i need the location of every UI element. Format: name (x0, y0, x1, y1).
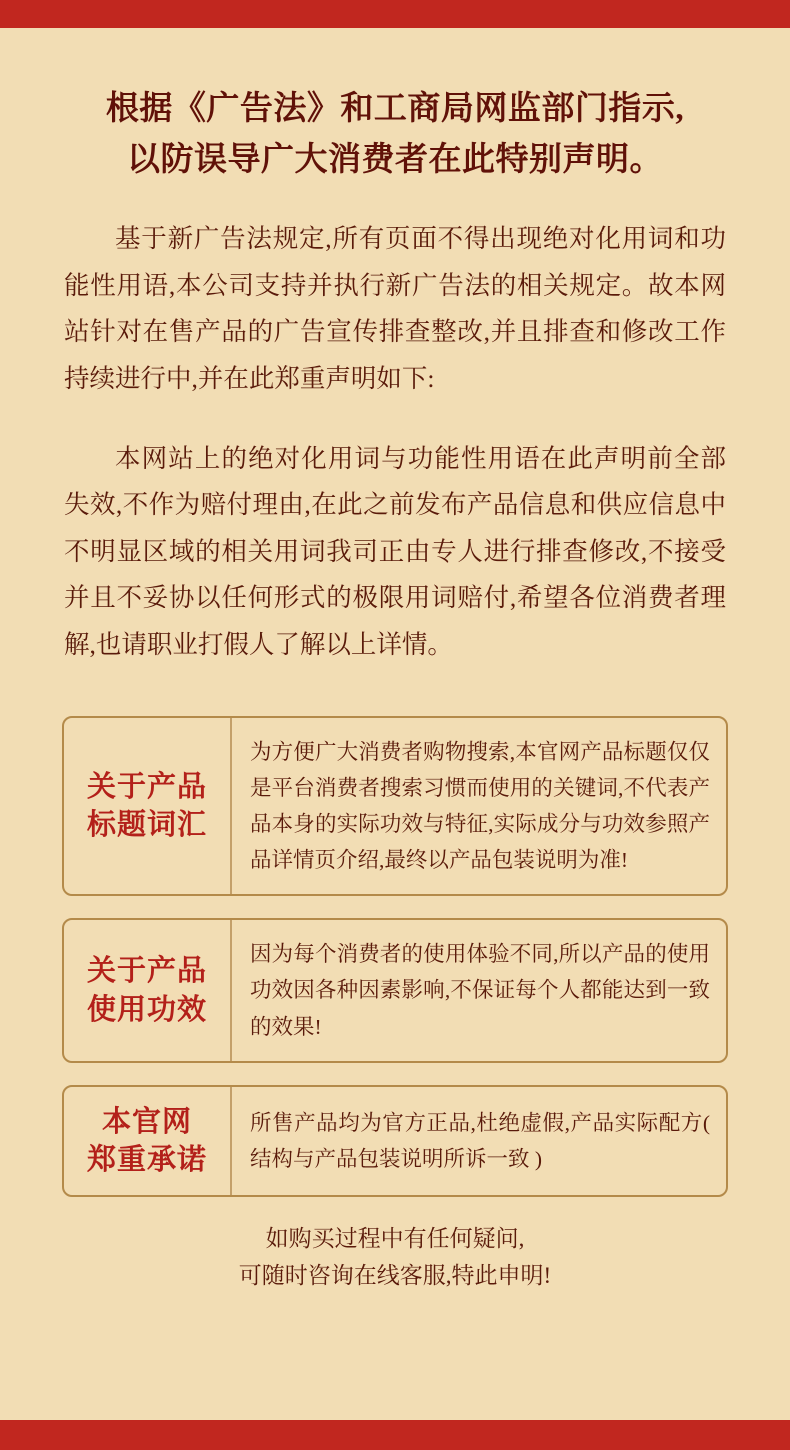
page-title-line-1: 根据《广告法》和工商局网监部门指示, (105, 91, 685, 127)
card-title-line-2: 郑重承诺 (86, 1143, 207, 1176)
card-product-efficacy (62, 918, 728, 1062)
card-title-line-1: 本官网 (101, 1105, 192, 1138)
card-body: 因为每个消费者的使用体验不同,所以产品的使用功效因各种因素影响,不保证每个人都能达到一致的效果! (250, 942, 710, 1039)
card-body: 为方便广大消费者购物搜索,本官网产品标题仅仅是平台消费者搜索习惯而使用的关键词,不代表产品本身的实际功效与特征,实际成分与功效参照产品详情页介绍,最终以产品包装说明为准! (250, 739, 710, 873)
card-title-line-2: 标题词汇 (86, 809, 207, 842)
page-title (62, 84, 728, 186)
statement-panel (0, 28, 790, 1420)
card-title (64, 718, 232, 894)
statement-paragraph-2: 本网站上的绝对化用词与功能性用语在此声明前全部失效,不作为赔付理由,在此之前发布产品信息和供应信息中不明显区域的相关用词我司正由专人进行排查修改,不接受并且不妥协以任何形式的极限用词赔付,希望各位消费者理解,也请职业打假人了解以上详情。 (64, 443, 726, 659)
card-title-line-1: 关于产品 (86, 770, 207, 803)
card-body: 所售产品均为官方正品,杜绝虚假,产品实际配方( 结构与产品包装说明所诉一致 ) (250, 1110, 710, 1171)
bottom-accent-bar (0, 1420, 790, 1450)
top-accent-bar (0, 0, 790, 28)
card-title (64, 1087, 232, 1196)
card-official-promise (62, 1085, 728, 1198)
card-title-line-2: 使用功效 (86, 993, 207, 1026)
footer-note (62, 1221, 728, 1295)
card-product-title-terms (62, 716, 728, 896)
page-title-line-2: 以防误导广大消费者在此特别声明。 (127, 142, 663, 179)
statement-paragraph-1: 基于新广告法规定,所有页面不得出现绝对化用词和功能性用语,本公司支持并执行新广告法的相关规定。故本网站针对在售产品的广告宣传排查整改,并且排查和修改工作持续进行中,并在此郑重声明如下: (64, 224, 726, 393)
footer-line-1: 如购买过程中有任何疑问, (265, 1226, 525, 1252)
footer-line-2: 可随时咨询在线客服,特此申明! (238, 1263, 552, 1289)
card-title (64, 920, 232, 1060)
card-list (62, 716, 728, 1197)
card-title-line-1: 关于产品 (86, 955, 207, 988)
